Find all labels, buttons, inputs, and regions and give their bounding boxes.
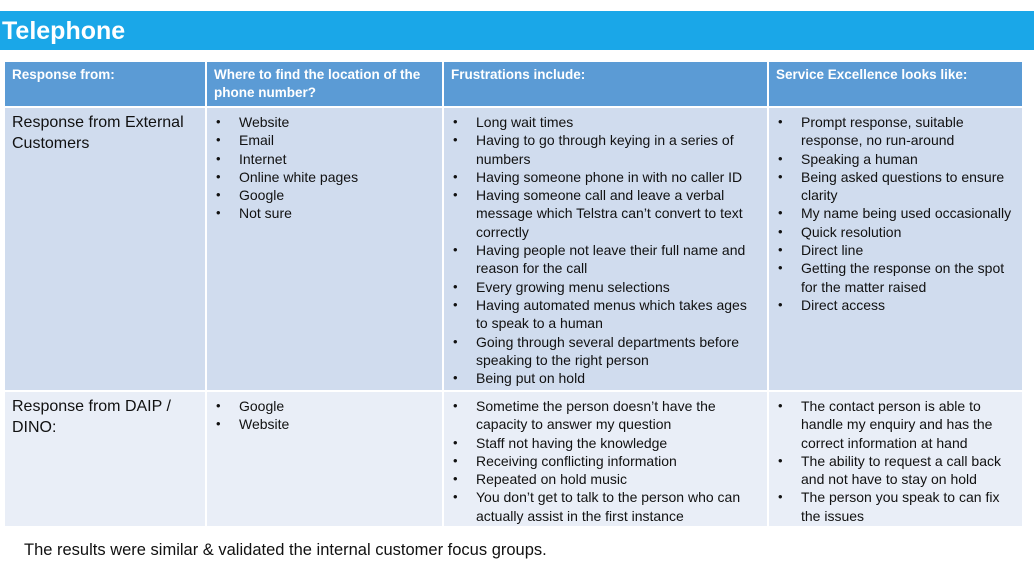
list-item: • The ability to request a call back and not have to stay on hold <box>801 452 1015 489</box>
locations-cell-external <box>206 107 443 391</box>
excellence-list-daip <box>770 393 1021 525</box>
list-item: • Online white pages <box>239 168 435 186</box>
table-row-external <box>4 107 1023 391</box>
list-item: • Repeated on hold music <box>476 470 760 488</box>
locations-list-daip <box>208 393 441 434</box>
locations-list-external <box>208 109 441 223</box>
list-item: • Long wait times <box>476 113 760 131</box>
list-item: • Google <box>239 397 435 415</box>
list-item: • The person you speak to can fix the issues <box>801 488 1015 525</box>
footer-note: The results were similar & validated the internal customer focus groups. <box>24 541 547 559</box>
list-item: • Having automated menus which takes ages to speak to a human <box>476 296 760 333</box>
header-frustrations: Frustrations include: <box>443 61 768 107</box>
list-item: • Receiving conflicting information <box>476 452 760 470</box>
row-label-external: Response from External Customers <box>4 107 206 391</box>
frustrations-cell-daip <box>443 391 768 527</box>
list-item: • Having to go through keying in a series of numbers <box>476 131 760 168</box>
list-item: • Going through several departments before speaking to the right person <box>476 333 760 370</box>
excellence-cell-daip <box>768 391 1023 527</box>
list-item: • Prompt response, suitable response, no run-around <box>801 113 1015 150</box>
list-item: • Direct access <box>801 296 1015 314</box>
list-item: • Sometime the person doesn’t have the capacity to answer my question <box>476 397 760 434</box>
frustrations-list-daip <box>445 393 766 525</box>
title-bar <box>0 11 1034 50</box>
header-location: Where to find the location of the phone number? <box>206 61 443 107</box>
telephone-table <box>3 60 1024 528</box>
list-item: • Being put on hold <box>476 369 760 387</box>
frustrations-cell-external <box>443 107 768 391</box>
locations-cell-daip <box>206 391 443 527</box>
list-item: • Quick resolution <box>801 223 1015 241</box>
list-item: • Direct line <box>801 241 1015 259</box>
header-service-excellence: Service Excellence looks like: <box>768 61 1023 107</box>
list-item: • The contact person is able to handle my enquiry and has the correct information at hand <box>801 397 1015 452</box>
header-response-from: Response from: <box>4 61 206 107</box>
page-title: Telephone <box>2 17 126 45</box>
list-item: • Every growing menu selections <box>476 278 760 296</box>
list-item: • Having someone call and leave a verbal message which Telstra can’t convert to text correctly <box>476 186 760 241</box>
list-item: • You don’t get to talk to the person who can actually assist in the first instance <box>476 488 760 525</box>
list-item: • Google <box>239 186 435 204</box>
list-item: • Staff not having the knowledge <box>476 434 760 452</box>
table-header-row <box>4 61 1023 107</box>
list-item: • Website <box>239 113 435 131</box>
list-item: • Not sure <box>239 204 435 222</box>
list-item: • Being asked questions to ensure clarity <box>801 168 1015 205</box>
list-item: • Speaking a human <box>801 150 1015 168</box>
frustrations-list-external <box>445 109 766 387</box>
list-item: • Internet <box>239 150 435 168</box>
list-item: • Website <box>239 415 435 433</box>
list-item: • Getting the response on the spot for the matter raised <box>801 259 1015 296</box>
row-label-daip: Response from DAIP / DINO: <box>4 391 206 527</box>
list-item: • Email <box>239 131 435 149</box>
excellence-cell-external <box>768 107 1023 391</box>
list-item: • Having someone phone in with no caller ID <box>476 168 760 186</box>
excellence-list-external <box>770 109 1021 314</box>
list-item: • Having people not leave their full name and reason for the call <box>476 241 760 278</box>
table-row-daip <box>4 391 1023 527</box>
list-item: • My name being used occasionally <box>801 204 1015 222</box>
